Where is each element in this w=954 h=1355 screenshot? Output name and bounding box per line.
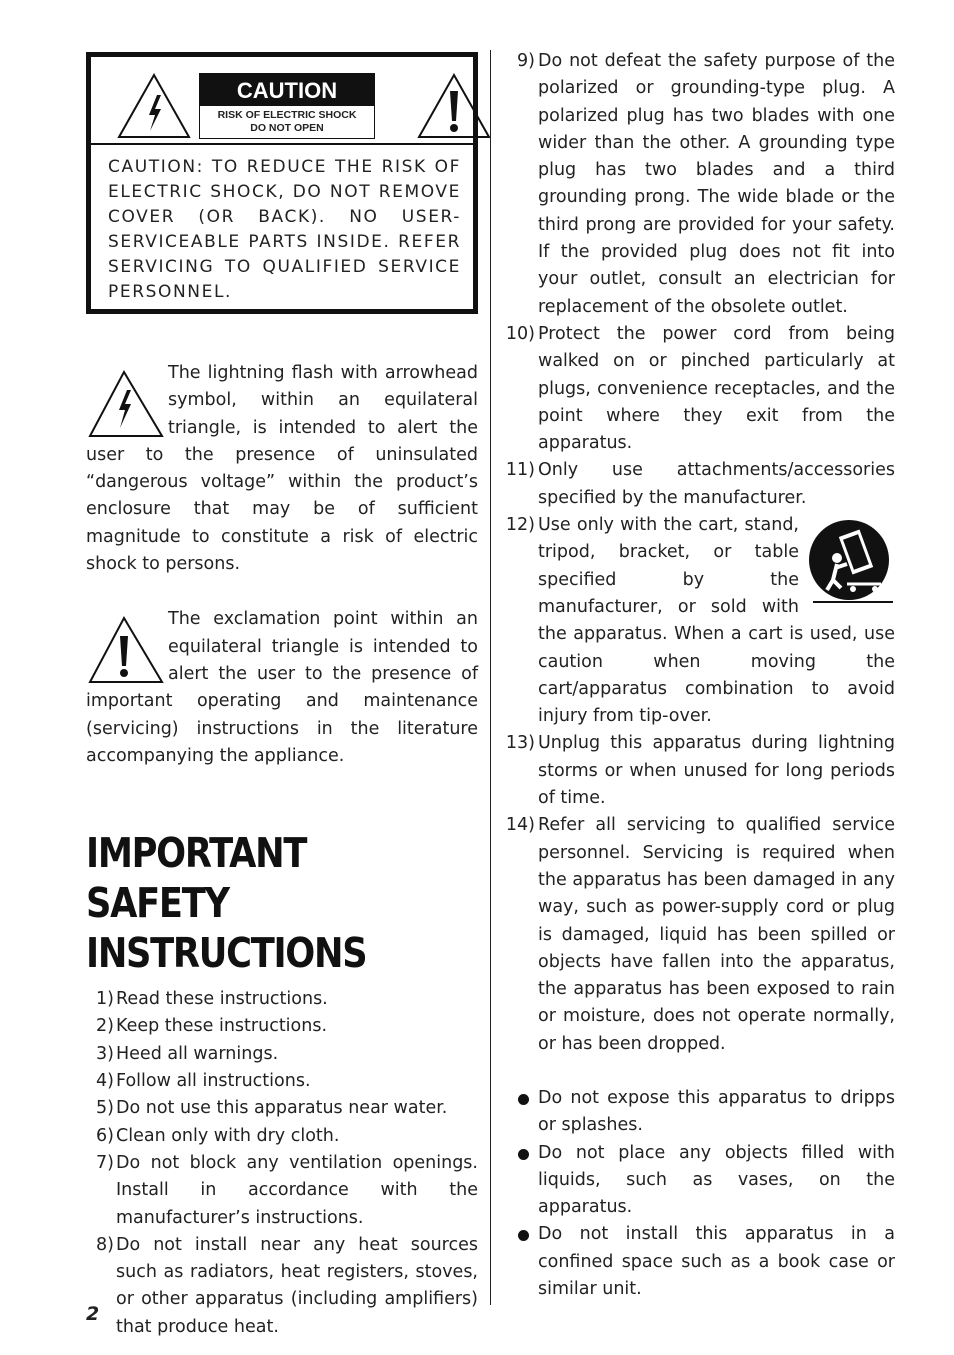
- instruction-item: [505, 730, 895, 812]
- instruction-text: Do not defeat the safety purpose of the polarized or grounding-type plug. A polarized plug has two blades with one wider than the other. A grounding type plug has two blades and a third grounding prong. The wide blade or the third prong are provided for your safety. If the provided plug does not fit into your outlet, consult an electrician for replacement of the obsolete outlet.: [538, 51, 895, 317]
- cart-tip-over-warning-icon: [807, 518, 895, 606]
- page-title: [86, 828, 423, 978]
- instruction-item: [505, 457, 895, 512]
- instruction-number: 7): [96, 1152, 114, 1173]
- left-column: [86, 52, 478, 1341]
- instruction-number: 11): [505, 460, 535, 481]
- instruction-item: [86, 986, 478, 1013]
- exclamation-triangle-icon: [86, 606, 168, 686]
- instruction-number: 14): [505, 815, 535, 836]
- instruction-text: Read these instructions.: [116, 989, 328, 1010]
- caution-label: [199, 73, 375, 139]
- instruction-item: [86, 1232, 478, 1341]
- caution-label-line2: DO NOT OPEN: [250, 122, 324, 134]
- instruction-item: [86, 1095, 478, 1122]
- instruction-number: 12): [505, 515, 535, 536]
- bullet-text: Do not expose this apparatus to dripps or splashes.: [538, 1087, 895, 1136]
- instruction-item: [505, 321, 895, 457]
- instruction-number: 2): [96, 1016, 114, 1037]
- instructions-list-left: [86, 986, 478, 1341]
- caution-label-title: CAUTION: [200, 74, 374, 106]
- instruction-item: [505, 48, 895, 321]
- instruction-text: Clean only with dry cloth.: [116, 1125, 340, 1146]
- instruction-number: 3): [96, 1043, 114, 1064]
- caution-label-line1: RISK OF ELECTRIC SHOCK: [217, 109, 357, 121]
- instruction-item: [86, 1123, 478, 1150]
- instruction-item: [86, 1041, 478, 1068]
- caution-box: [86, 52, 478, 314]
- instruction-item: [505, 512, 895, 730]
- bullet-dot: [518, 1094, 529, 1105]
- bullet-text: Do not install this apparatus in a confined space such as a book case or similar unit.: [538, 1224, 895, 1300]
- instructions-list-right: [505, 48, 895, 1058]
- caution-text: CAUTION: TO REDUCE THE RISK OF ELECTRIC SHOCK, DO NOT REMOVE COVER (OR BACK). NO USER-SERVICEABLE PARTS INSIDE. REFER SERVICING TO QUALIFIED SERVICE PERSONNEL.: [108, 157, 461, 302]
- instruction-text: Only use attachments/accessories specified by the manufacturer.: [538, 460, 895, 508]
- instruction-item: [505, 812, 895, 1058]
- column-divider: [490, 50, 491, 1305]
- instruction-number: 8): [96, 1234, 114, 1255]
- instruction-text: Do not block any ventilation openings. Install in accordance with the manufacturer’s instructions.: [116, 1152, 478, 1228]
- page-title-line1: IMPORTANT SAFETY: [86, 829, 307, 928]
- instruction-text: Follow all instructions.: [116, 1071, 311, 1092]
- bullet-item: [505, 1140, 895, 1222]
- instruction-item: [86, 1150, 478, 1232]
- instruction-text: Unplug this apparatus during lightning storms or when unused for long periods of time.: [538, 733, 895, 809]
- instruction-number: 1): [96, 989, 114, 1010]
- bullet-item: [505, 1221, 895, 1303]
- instruction-text: Do not install near any heat sources such as radiators, heat registers, stoves, or other apparatus (including amplifiers) that produce heat.: [116, 1234, 478, 1337]
- instruction-number: 9): [517, 51, 535, 71]
- bullet-text: Do not place any objects filled with liquids, such as vases, on the apparatus.: [538, 1142, 895, 1218]
- caution-label-subtext: [200, 106, 374, 138]
- lightning-warning-icon: [117, 73, 191, 139]
- right-column: [505, 48, 895, 1303]
- instruction-text: Use only with the cart, stand, tripod, bracket, or table specified by the manufacturer, or sold with the apparatus. When a cart is used, use caution when moving the cart/apparatus combination to avoid injury from tip-over.: [538, 515, 895, 727]
- instruction-number: 10): [505, 323, 535, 344]
- bullet-list: [505, 1085, 895, 1303]
- exclamation-explanation: [86, 606, 478, 770]
- bullet-dot: [518, 1149, 529, 1160]
- instruction-number: 4): [96, 1071, 114, 1092]
- lightning-explanation: [86, 360, 478, 578]
- instruction-number: 13): [505, 733, 535, 754]
- instruction-text: Refer all servicing to qualified service personnel. Servicing is required when the apparatus has been damaged in any way, such as power-supply cord or plug is damaged, liquid has been spilled or objects have fallen into the apparatus, the apparatus has been exposed to rain or moisture, does not operate normally, or has been dropped.: [538, 815, 895, 1054]
- page-number: 2: [86, 1303, 100, 1325]
- lightning-triangle-icon: [86, 360, 168, 440]
- bullet-dot: [518, 1230, 529, 1241]
- caution-header: [91, 57, 473, 145]
- exclamation-explanation-text: The exclamation point within an equilateral triangle is intended to alert the user to the presence of important operating and maintenance (servicing) instructions in the literature accompanying the appliance.: [86, 609, 478, 766]
- exclamation-warning-icon: [417, 73, 491, 139]
- bullet-item: [505, 1085, 895, 1140]
- instruction-item: [86, 1068, 478, 1095]
- instruction-number: 6): [96, 1125, 114, 1146]
- instruction-item: [86, 1013, 478, 1040]
- page-title-line2: INSTRUCTIONS: [86, 929, 367, 978]
- instruction-text: Do not use this apparatus near water.: [116, 1098, 448, 1119]
- instruction-text: Protect the power cord from being walked on or pinched particularly at plugs, convenience receptacles, and the point where they exit from the apparatus.: [538, 323, 895, 454]
- instruction-number: 5): [96, 1098, 114, 1119]
- instruction-text: Heed all warnings.: [116, 1043, 279, 1064]
- instruction-text: Keep these instructions.: [116, 1016, 328, 1037]
- lightning-explanation-text: The lightning flash with arrowhead symbol, within an equilateral triangle, is intended to alert the user to the presence of uninsulated “dangerous voltage” within the product’s enclosure that may be of sufficient magnitude to constitute a risk of electric shock to persons.: [86, 363, 478, 575]
